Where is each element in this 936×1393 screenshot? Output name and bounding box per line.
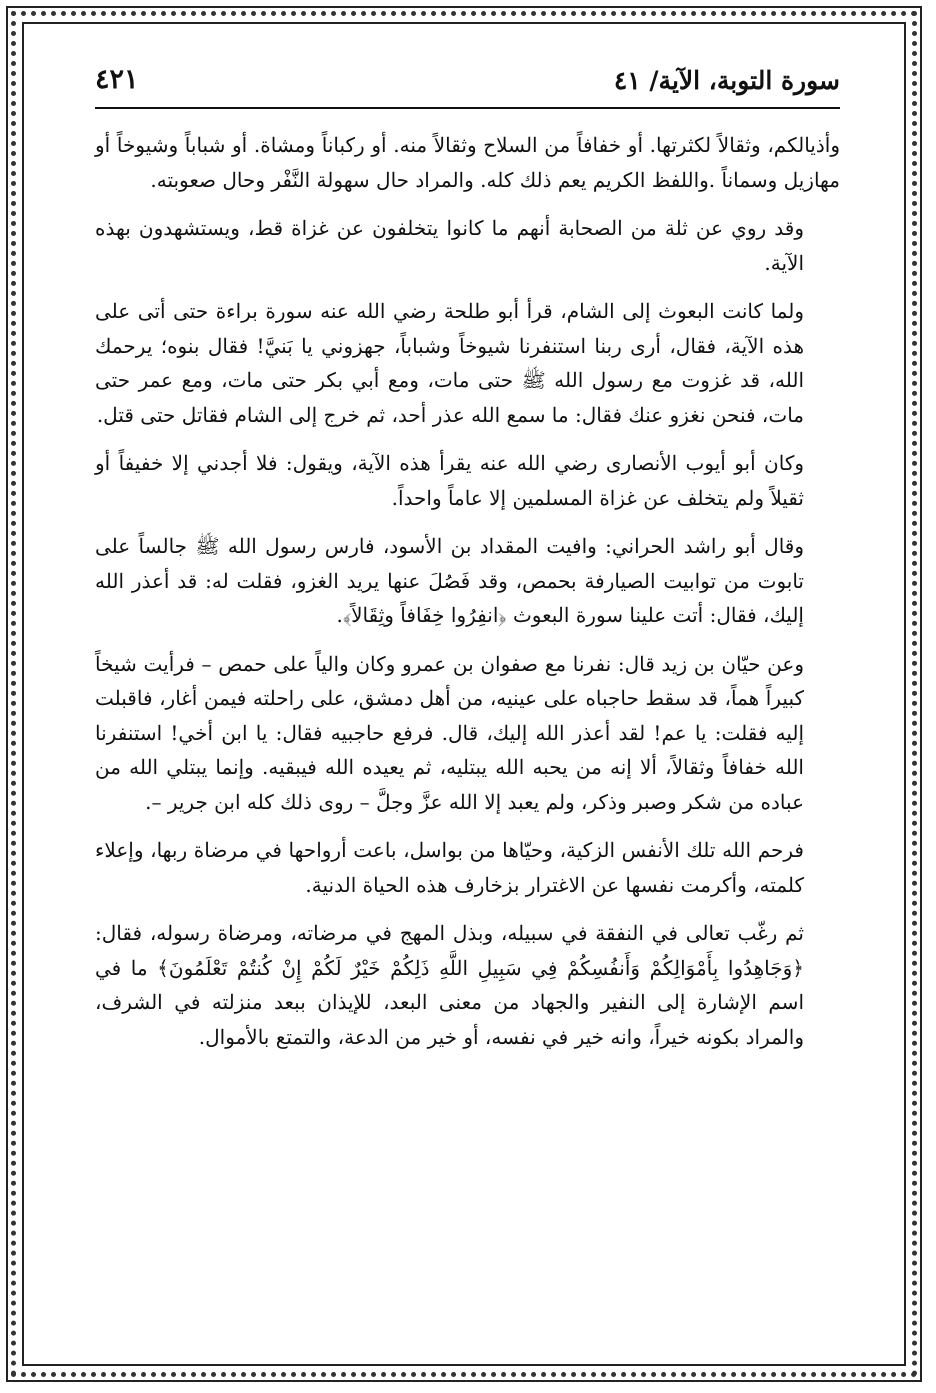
paragraph-2: وقد روي عن ثلة من الصحابة أنهم ما كانوا يتخلفون عن غزاة قط، ويستشهدون بهذه الآية. <box>95 216 804 275</box>
paragraph-6: وعن حيّان بن زيد قال: نفرنا مع صفوان بن عمرو وكان والياً على حمص – فرأيت شيخاً كبيراً هماً، قد سقط حاجباه على عينيه، من أهل دمشق، على راحلته فيمن أغار، فاقبلت إليه فقلت: يا عم! لقد أعذر الله إليك، قال. فرفع حاجبيه فقال: يا ابن أخي! استنفرنا الله خفافاً وثقالاً، ألا إنه من يحبه الله يبتليه، ثم يعيده الله فيبقيه. وإنما يبتلي الله من عباده من شكر وصبر وذكر، ولم يعبد إلا الله عزَّ وجلَّ – روى ذلك كله ابن جرير –. <box>95 651 804 814</box>
paragraph-7: فرحم الله تلك الأنفس الزكية، وحيّاها من بواسل، باعت أرواحها في مرضاة ربها، وإعلاء كلمته، وأكرمت نفسها عن الاغترار بزخارف هذه الحياة الدنية. <box>95 838 804 897</box>
paragraph-5: وقال أبو راشد الحراني: وافيت المقداد بن الأسود، فارس رسول الله ﷺ جالساً على تابوت من توابيت الصيارفة بحمص، وقد فَصُلَ عنها يريد الغزو، فقلت له: قد أعذر الله إليك، فقال: أتت علينا سورة البعوث ﴿انفِرُوا خِفَافاً وثِقَالاً﴾. <box>95 534 804 627</box>
page-number: ٤٢١ <box>95 64 139 95</box>
paragraph-1: وأذيالكم، وثقالاً لكثرتها. أو خفافاً من السلاح وثقالاً منه. أو ركباناً ومشاة. أو شباباً وشيوخاً أو مهازيل وسماناً .واللفظ الكريم يعم ذلك كله. والمراد حال سهولة النَّفْر وحال صعوبته. <box>95 133 840 192</box>
paragraph-8: ثم رغّب تعالى في النفقة في سبيله، وبذل المهج في مرضاته، ومرضاة رسوله، فقال: ﴿وَجَاهِدُوا بِأَمْوَالِكُمْ وَأَنفُسِكُمْ فِي سَبِيلِ اللَّهِ ذَلِكُمْ خَيْرٌ لَكُمْ إِنْ كُنتُمْ تَعْلَمُونَ﴾ ما في اسم الإشارة إلى النفير والجهاد من معنى البعد، للإيذان ببعد منزلته في الشرف، والمراد بكونه خيراً، وانه خير في نفسه، أو خير من الدعة، والتمتع بالأموال. <box>95 921 804 1049</box>
page-header <box>95 62 840 104</box>
running-title: سورة التوبة، الآية/ ٤١ <box>613 66 840 95</box>
paragraph-4: وكان أبو أيوب الأنصارى رضي الله عنه يقرأ هذه الآية، ويقول: فلا أجدني إلا خفيفاً أو ثقيلاً ولم يتخلف عن غزاة المسلمين إلا عاماً واحداً. <box>95 451 804 510</box>
header-rule <box>95 107 840 109</box>
page-body <box>95 128 840 1068</box>
paragraph-3: ولما كانت البعوث إلى الشام، قرأ أبو طلحة رضي الله عنه سورة براءة حتى أتى على هذه الآية، فقال، أرى ربنا استنفرنا شيوخاً وشباباً، جهزوني يا بَنيَّ! فقال بنوه؛ يرحمك الله، قد غزوت مع رسول الله ﷺ حتى مات، ومع أبي بكر حتى مات، ومع عمر حتى مات، فنحن نغزو عنك فقال: ما سمع الله عذر أحد، ثم خرج إلى الشام فقاتل حتى قتل. <box>95 299 804 427</box>
